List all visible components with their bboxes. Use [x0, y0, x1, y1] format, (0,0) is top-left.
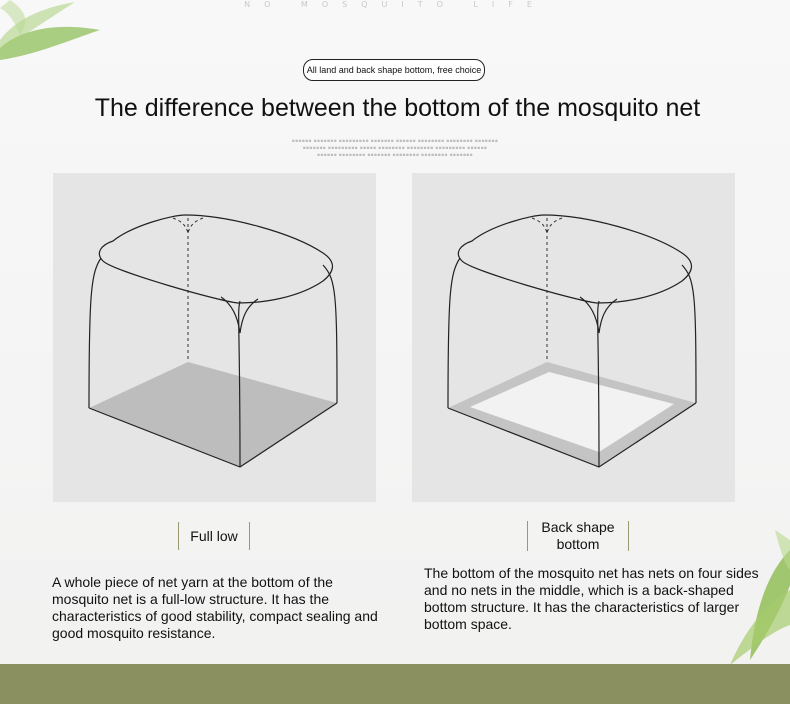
full-low-net-drawing — [53, 173, 376, 502]
page-title: The difference between the bottom of the mosquito net — [94, 94, 701, 122]
full-low-label — [178, 522, 250, 550]
full-low-description: A whole piece of net yarn at the bottom of the mosquito net is a full-low structure. It has the characteristics of good stability, compact sealing and good mosquito resistance. — [52, 574, 378, 641]
back-shape-label-line1: Back shape — [541, 519, 615, 535]
top-tagline: NO MOSQUITO LIFE — [244, 0, 546, 9]
choice-pill: All land and back shape bottom, free choice — [303, 59, 485, 81]
back-shape-illustration — [412, 173, 735, 502]
back-shape-label-line2: bottom — [556, 536, 600, 552]
full-floor — [89, 362, 337, 467]
back-shape-label-text — [541, 519, 614, 553]
full-low-label-text: Full low — [190, 527, 238, 544]
leaf-decoration-top-left — [0, 0, 110, 80]
back-shape-description: The bottom of the mosquito net has nets on four sides and no nets in the middle, which is a back-shaped bottom structure. It has the characteristics of larger bottom space. — [424, 565, 759, 632]
footer-band — [0, 664, 790, 704]
full-low-illustration — [53, 173, 376, 502]
back-shape-net-drawing — [412, 173, 735, 502]
back-shape-label — [527, 521, 629, 551]
decorative-subtext: ▪▪▪▪▪▪ ▪▪▪▪▪▪▪ ▪▪▪▪▪▪▪▪▪ ▪▪▪▪▪▪▪ ▪▪▪▪▪▪ ▪▪▪▪▪▪▪▪ ▪▪▪▪▪▪▪▪ ▪▪▪▪▪▪▪ ▪▪▪▪▪▪▪ ▪▪▪▪▪▪▪▪▪ ▪▪▪▪▪ ▪▪▪▪▪▪▪▪ ▪▪▪▪▪▪▪▪ ▪▪▪▪▪▪▪▪▪ ▪▪▪▪▪▪ ▪▪▪▪▪▪ ▪▪▪▪▪▪▪▪ ▪▪▪▪▪▪▪ ▪▪▪▪▪▪▪▪ ▪▪▪▪▪▪▪▪ ▪▪▪▪▪▪▪ — [291, 139, 499, 158]
